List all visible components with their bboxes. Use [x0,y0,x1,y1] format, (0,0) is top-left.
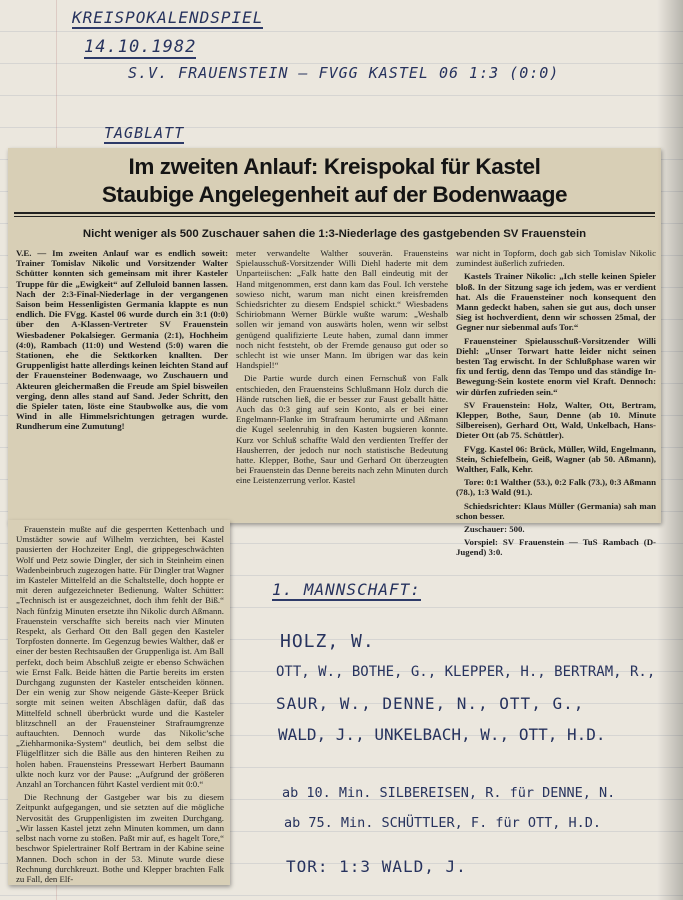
article-column-1-continued [16,524,224,882]
article-column-2 [236,248,448,520]
article-paragraph: V.E. — Im zweiten Anlauf war es endlich soweit: Trainer Tomislav Nikolic und Vorsitzender Walter Schütter konnten sich gemeinsam mit ihrer Kasteler Truppe für die „Ewigkeit“ auf Zelluloid bannen lassen. Nach der 2:3-Final-Niederlage in der vergangenen Saison beim Hessenligisten Germania klappte es nun endlich. Die FVgg. Kastel 06 wurde durch ein 3:1 (0:0) über den A-Klassen-Vertreter SV Frauenstein Wiesbadener Pokalsieger. Germania (2:1), Hochheim (4:0), Rambach (11:0) und Westend (5:0) waren die Stationen, ehe die Sektkorken knallten. Der Gruppenligist hatte allerdings keinen leichten Stand auf der Frauensteiner Bodenwaage, wo Zuschauern und Akteuren gleichermaßen die Freude am Spiel bisweilen verging, denn alles stand auf Sand. Jeder Schritt, den die Spieler taten, löste eine Staubwolke aus, die vom Wind in alle Himmelsrichtungen getragen wurde. Rundherum eine Zumutung! [16,248,228,432]
handwritten-source: TAGBLATT [104,124,185,142]
handwritten-date: 14.10.1982 [84,37,197,57]
article-column-1 [16,248,228,520]
substitution-line-2: ab 75. Min. SCHÜTTLER, F. für OTT, H.D. [284,815,601,831]
article-paragraph: Die Rechnung der Gastgeber war bis zu diesem Zeitpunkt aufgegangen, und sie setzten auf die mögliche Nervosität des Gruppenligisten im zweiten Durchgang. „Wir lassen Kastel jetzt zehn Minuten kommen, um dann selbst nach vorne zu stoßen. Paßt mir auf, es hagelt Tore,“ beschwor Spielertrainer Rolf Bertram in der Kabine seine Mannen. Doch schon in der 53. Minute wurde diese Rechnung durchkreuzt. Bothe und Klepper brachten Falk zu Fall, den Elf- [16,792,224,884]
substitution-line-1: ab 10. Min. SILBEREISEN, R. für DENNE, N. [282,785,616,801]
team-heading: 1. MANNSCHAFT: [272,580,421,599]
newspaper-clipping-lower [8,520,230,885]
handwritten-header-title: KREISPOKALENDSPIEL [72,8,264,27]
article-column-3 [456,248,656,558]
lineup-line-2: OTT, W., BOTHE, G., KLEPPER, H., BERTRAM, R., [276,664,656,680]
newspaper-clipping [8,148,661,558]
page-edge-shadow [657,0,683,900]
article-paragraph: Frauenstein mußte auf die gesperrten Kettenbach und Umstädter sowie auf Wilhelm verzichten, bei Kastel pausierten der Hochzeiter Engl, die grippegeschwächten Wolf und Petz sowie Dingler, der sich in Steinheim einen Wadenbeinbruch zugezogen hatte. Für Dingler trat Wagner im Kasteler Mittelfeld an die Schaltstelle, doch hoppte er mit deren aufgezeichneter Bedienung. Walter Schütter: „Technisch ist er ausgezeichnet, doch ihm fehlt der Biß.“ Nach fünfzig Minuten ersetzte ihn Nikolic durch Aßmann. Frauenstein verschaffte sich bereits nach vier Minuten Respekt, als Gerhard Ott den Ball gegen den Kasteler Torpfosten donnerte. Im Gegenzug bewies Walther, daß er einer der besten Rechtsaußen der Gruppenliga ist. Am Ball perfekt, doch beim Abschluß zeigte er ebenso Schwächen wie Ernst Falk. Beide hätten die Partie bereits im ersten Durchgang zugunsten der Kasteler entscheiden können. Der ein wenig zur Show neigende Gäste-Keeper Brück sorgte mit seinen weiten Abschlägen dafür, daß das Mittelfeld schnell überbrückt wurde und die Kasteler blitzschnell an der Frauensteiner Strafraumgrenze auftauchten. Dennoch wurde das Nikolic’sche „Ziehharmonika-System“ deutlich, bei dem selbst die Flügelflitzer sich die Bälle aus den hinteren Reihen zu holen haben. Frauensteins Pressewart Herbert Baumann ulkte noch kurz vor der Pause: „Aufgrund der größeren Anzahl an Torchancen führt Kastel verdient mit 0:0.“ [16,524,224,790]
lineup-line-1: HOLZ, W. [280,631,375,652]
lineup-line-3: SAUR, W., DENNE, N., OTT, G., [276,694,585,713]
goal-line: TOR: 1:3 WALD, J. [286,857,467,876]
article-goals: Tore: 0:1 Walther (53.), 0:2 Falk (73.), 0:3 Aßmann (78.), 1:3 Wald (91.). [456,477,656,498]
article-paragraph: Kastels Trainer Nikolic: „Ich stelle keinen Spieler bloß. In der Sitzung sage ich jedem, was er verdient hat. Als die Frauensteiner noch konsequent den Mann gedeckt haben, sahen sie gut aus, doch unser Sieg ist hochverdient, denn wir schossen 25mal, der Gegner nur siebenmal aufs Tor.“ [456,271,656,333]
subheadline: Nicht weniger als 500 Zuschauer sahen die 1:3-Niederlage des gastgebenden SV Frauenstein [82,228,587,240]
article-prematch: Vorspiel: SV Frauenstein — TuS Rambach (D-Jugend) 3:0. [456,537,656,558]
article-attendance: Zuschauer: 500. [464,524,525,535]
article-referee: Schiedsrichter: Klaus Müller (Germania) sah man schon besser. [456,500,656,521]
article-paragraph: Die Partie wurde durch einen Fernschuß von Falk entschieden, den Frauensteins Schlußmann Holz durch die Hände rutschen ließ, die er besser zur Faust geballt hätte. Auch das 0:3 ging auf sein Konto, als er bei einer Engelmann-Flanke im Strafraum herumirrte und Aßmann die Kugel seelenruhig in den Kasten bugsieren konnte. Kurz vor Schluß schaffte Wald den verdienten Treffer der Hausherren, der jedoch nur noch statistische Bedeutung hatte. Klepper, Bothe, Saur und Gerhard Ott überzeugten bei Frauenstein das Denne bereits nach zehn Minuten durch eine Leistenzerrung verlor. Kastel [236,373,448,486]
article-lineup-kastel: FVgg. Kastel 06: Brück, Müller, Wild, Engelmann, Stein, Schiefelbein, Geiß, Wagner (ab 50. Aßmann), Walther, Falk, Kehr. [456,443,656,475]
headline-1: Im zweiten Anlauf: Kreispokal für Kastel [128,154,541,179]
headline-rule-2 [14,216,655,217]
lineup-line-4: WALD, J., UNKELBACH, W., OTT, H.D. [278,725,606,744]
article-paragraph: meter verwandelte Walther souverän. Frauensteins Spielausschuß-Vorsitzender Willi Diehl haderte mit dem Unparteiischen: „Falk hatte den Ball eindeutig mit der Hand mitgenommen, erst dann kam das Foul. Ich verstehe sowieso nicht, warum man nicht einen kreisfremden Schiedsrichter zu diesem Endspiel schickt.“ Wiesbadens Schiriobmann Werner Bürkle wußte warum: „Weshalb sollen wir jemand von auswärts holen, wenn wir selbst genügend qualifizierte Leute haben, zumal dann immer noch nicht feststeht, ob der Fremde genauso gut oder so schlecht ist wie unser Mann. Im übrigen war das kein Handspiel!“ [236,248,448,371]
handwritten-match-line: S.V. FRAUENSTEIN – FVGG KASTEL 06 1:3 (0:0) [128,64,560,82]
headline-2: Staubige Angelegenheit auf der Bodenwaage [101,182,568,207]
headline-rule [14,212,655,214]
article-paragraph: war nicht in Topform, doch gab sich Tomislav Nikolic zumindest äußerlich zufrieden. [456,248,656,269]
article-paragraph: Frauensteiner Spielausschuß-Vorsitzender Willi Diehl: „Unser Torwart hatte leider nicht seinen besten Tag erwischt. In der Schlußphase waren wir fix und fertig, denn das Tempo und das ständige In-Bewegung-Sein kostete enorm viel Kraft. Dennoch: wir dürfen zufrieden sein.“ [456,335,656,397]
article-lineup-frauenstein: SV Frauenstein: Holz, Walter, Ott, Bertram, Klepper, Bothe, Saur, Denne (ab 10. Minute Silbereisen), Gerhard Ott, Wald, Unkelbach, Hans-Dieter Ott (ab 75. Schüttler). [456,399,656,441]
